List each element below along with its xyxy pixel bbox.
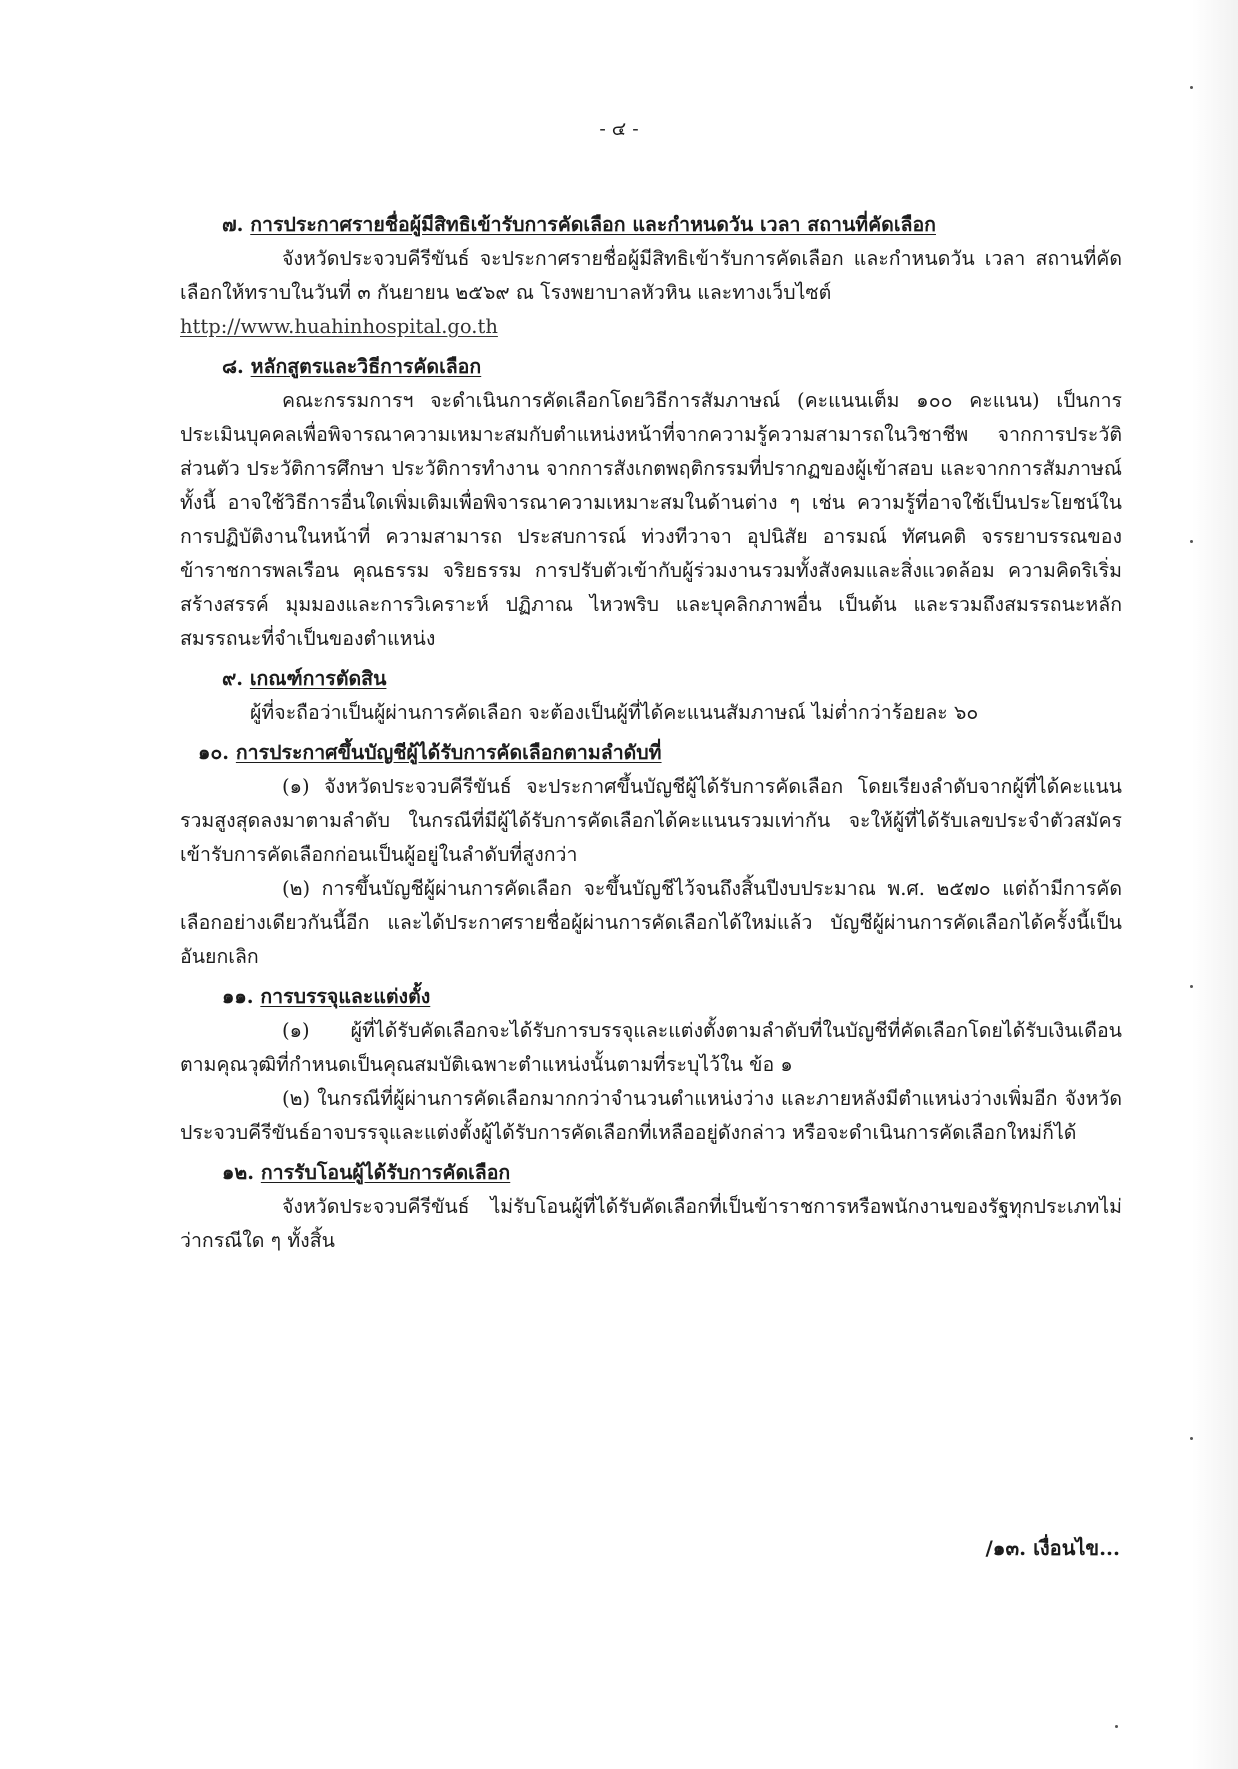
scan-edge-shadow [1192,0,1238,1769]
section-paragraph: จังหวัดประจวบคีรีขันธ์ ไม่รับโอนผู้ที่ได้รับคัดเลือกที่เป็นข้าราชการหรือพนักงานของรัฐทุกประเภทไม่ว่ากรณีใด ๆ ทั้งสิ้น [180,1195,1122,1252]
section-paragraph: จังหวัดประจวบคีรีขันธ์ จะประกาศรายชื่อผู้มีสิทธิเข้ารับการคัดเลือก และกำหนดวัน เวลา สถานที่คัดเลือกให้ทราบในวันที่ ๓ กันยายน ๒๕๖๙ ณ โรงพยาบาลหัวหิน และทางเว็บไซต์ [180,247,1122,304]
section-heading [180,1156,1122,1190]
section-title: เกณฑ์การตัดสิน [249,667,387,690]
section-9 [180,662,1122,730]
section-8 [180,350,1122,656]
section-title: การประกาศขึ้นบัญชีผู้ได้รับการคัดเลือกตามลำดับที่ [235,741,662,764]
section-12 [180,1156,1122,1258]
section-11 [180,980,1122,1150]
section-paragraph: คณะกรรมการฯ จะดำเนินการคัดเลือกโดยวิธีการสัมภาษณ์ (คะแนนเต็ม ๑๐๐ คะแนน) เป็นการประเมินบุคคลเพื่อพิจารณาความเหมาะสมกับตำแหน่งหน้าที่จากความรู้ความสามารถในวิชาชีพ จากการประวัติส่วนตัว ประวัติการศึกษา ประวัติการทำงาน จากการสังเกตพฤติกรรมที่ปรากฏของผู้เข้าสอบ และจากการสัมภาษณ์ ทั้งนี้ อาจใช้วิธีการอื่นใดเพิ่มเติมเพื่อพิจารณาความเหมาะสมในด้านต่าง ๆ เช่น ความรู้ที่อาจใช้เป็นประโยชน์ในการปฏิบัติงานในหน้าที่ ความสามารถ ประสบการณ์ ท่วงทีวาจา อุปนิสัย อารมณ์ ทัศนคติ จรรยาบรรณของข้าราชการพลเรือน คุณธรรม จริยธรรม การปรับตัวเข้ากับผู้ร่วมงานรวมทั้งสังคมและสิ่งแวดล้อม ความคิดริเริ่มสร้างสรรค์ มุมมองและการวิเคราะห์ ปฏิภาณ ไหวพริบ และบุคลิกภาพอื่น เป็นต้น และรวมถึงสมรรถนะหลัก สมรรถนะที่จำเป็นของตำแหน่ง [180,389,1122,650]
section-heading [180,980,1122,1014]
section-title: การรับโอนผู้ได้รับการคัดเลือก [260,1161,511,1184]
section-number: ๙. [222,667,244,690]
section-10 [180,736,1122,974]
section-paragraph: (๑) จังหวัดประจวบคีรีขันธ์ จะประกาศขึ้นบัญชีผู้ได้รับการคัดเลือก โดยเรียงลำดับจากผู้ที่ได้คะแนนรวมสูงสุดลงมาตามลำดับ ในกรณีที่มีผู้ได้รับการคัดเลือกได้คะแนนรวมเท่ากัน จะให้ผู้ที่ได้รับเลขประจำตัวสมัครเข้ารับการคัดเลือกก่อนเป็นผู้อยู่ในลำดับที่สูงกว่า [180,775,1122,866]
section-paragraph: ผู้ที่จะถือว่าเป็นผู้ผ่านการคัดเลือก จะต้องเป็นผู้ที่ได้คะแนนสัมภาษณ์ ไม่ต่ำกว่าร้อยละ ๖๐ [250,701,979,724]
scan-speck [1190,540,1193,543]
section-paragraph: (๑) ผู้ที่ได้รับคัดเลือกจะได้รับการบรรจุและแต่งตั้งตามลำดับที่ในบัญชีที่คัดเลือกโดยได้รับเงินเดือนตามคุณวุฒิที่กำหนดเป็นคุณสมบัติเฉพาะตำแหน่งนั้นตามที่ระบุไว้ใน ข้อ ๑ [180,1019,1122,1076]
section-number: ๑๐. [198,741,230,764]
section-number: ๑๒. [222,1161,255,1184]
scan-speck [1190,985,1193,988]
scan-speck [1190,86,1193,89]
section-7 [180,208,1122,344]
section-paragraph: (๒) การขึ้นบัญชีผู้ผ่านการคัดเลือก จะขึ้นบัญชีไว้จนถึงสิ้นปีงบประมาณ พ.ศ. ๒๕๗๐ แต่ถ้ามีการคัดเลือกอย่างเดียวกันนี้อีก และได้ประกาศรายชื่อผู้ผ่านการคัดเลือกได้ใหม่แล้ว บัญชีผู้ผ่านการคัดเลือกได้ครั้งนี้เป็นอันยกเลิก [180,877,1122,968]
scan-speck [1115,1725,1118,1728]
section-title: การประกาศรายชื่อผู้มีสิทธิเข้ารับการคัดเลือก และกำหนดวัน เวลา สถานที่คัดเลือก [250,213,936,236]
continuation-marker: /๑๓. เงื่อนไข... [985,1536,1120,1560]
section-heading [180,662,1122,696]
section-heading [180,350,1122,384]
section-title: การบรรจุและแต่งตั้ง [260,985,431,1008]
section-number: ๘. [222,355,244,378]
scan-speck [1190,1437,1193,1440]
section-number: ๗. [222,213,244,236]
section-paragraph: (๒) ในกรณีที่ผู้ผ่านการคัดเลือกมากกว่าจำนวนตำแหน่งว่าง และภายหลังมีตำแหน่งว่างเพิ่มอีก จังหวัดประจวบคีรีขันธ์อาจบรรจุและแต่งตั้งผู้ได้รับการคัดเลือกที่เหลืออยู่ดังกล่าว หรือจะดำเนินการคัดเลือกใหม่ก็ได้ [180,1087,1122,1144]
website-link[interactable]: http://www.huahinhospital.go.th [180,315,498,338]
section-heading [180,736,1122,770]
section-title: หลักสูตรและวิธีการคัดเลือก [250,355,482,378]
page-number: - ๔ - [599,118,639,140]
document-body [180,208,1122,1264]
website-paragraph [180,310,1122,344]
section-heading [180,208,1122,242]
section-number: ๑๑. [222,985,254,1008]
